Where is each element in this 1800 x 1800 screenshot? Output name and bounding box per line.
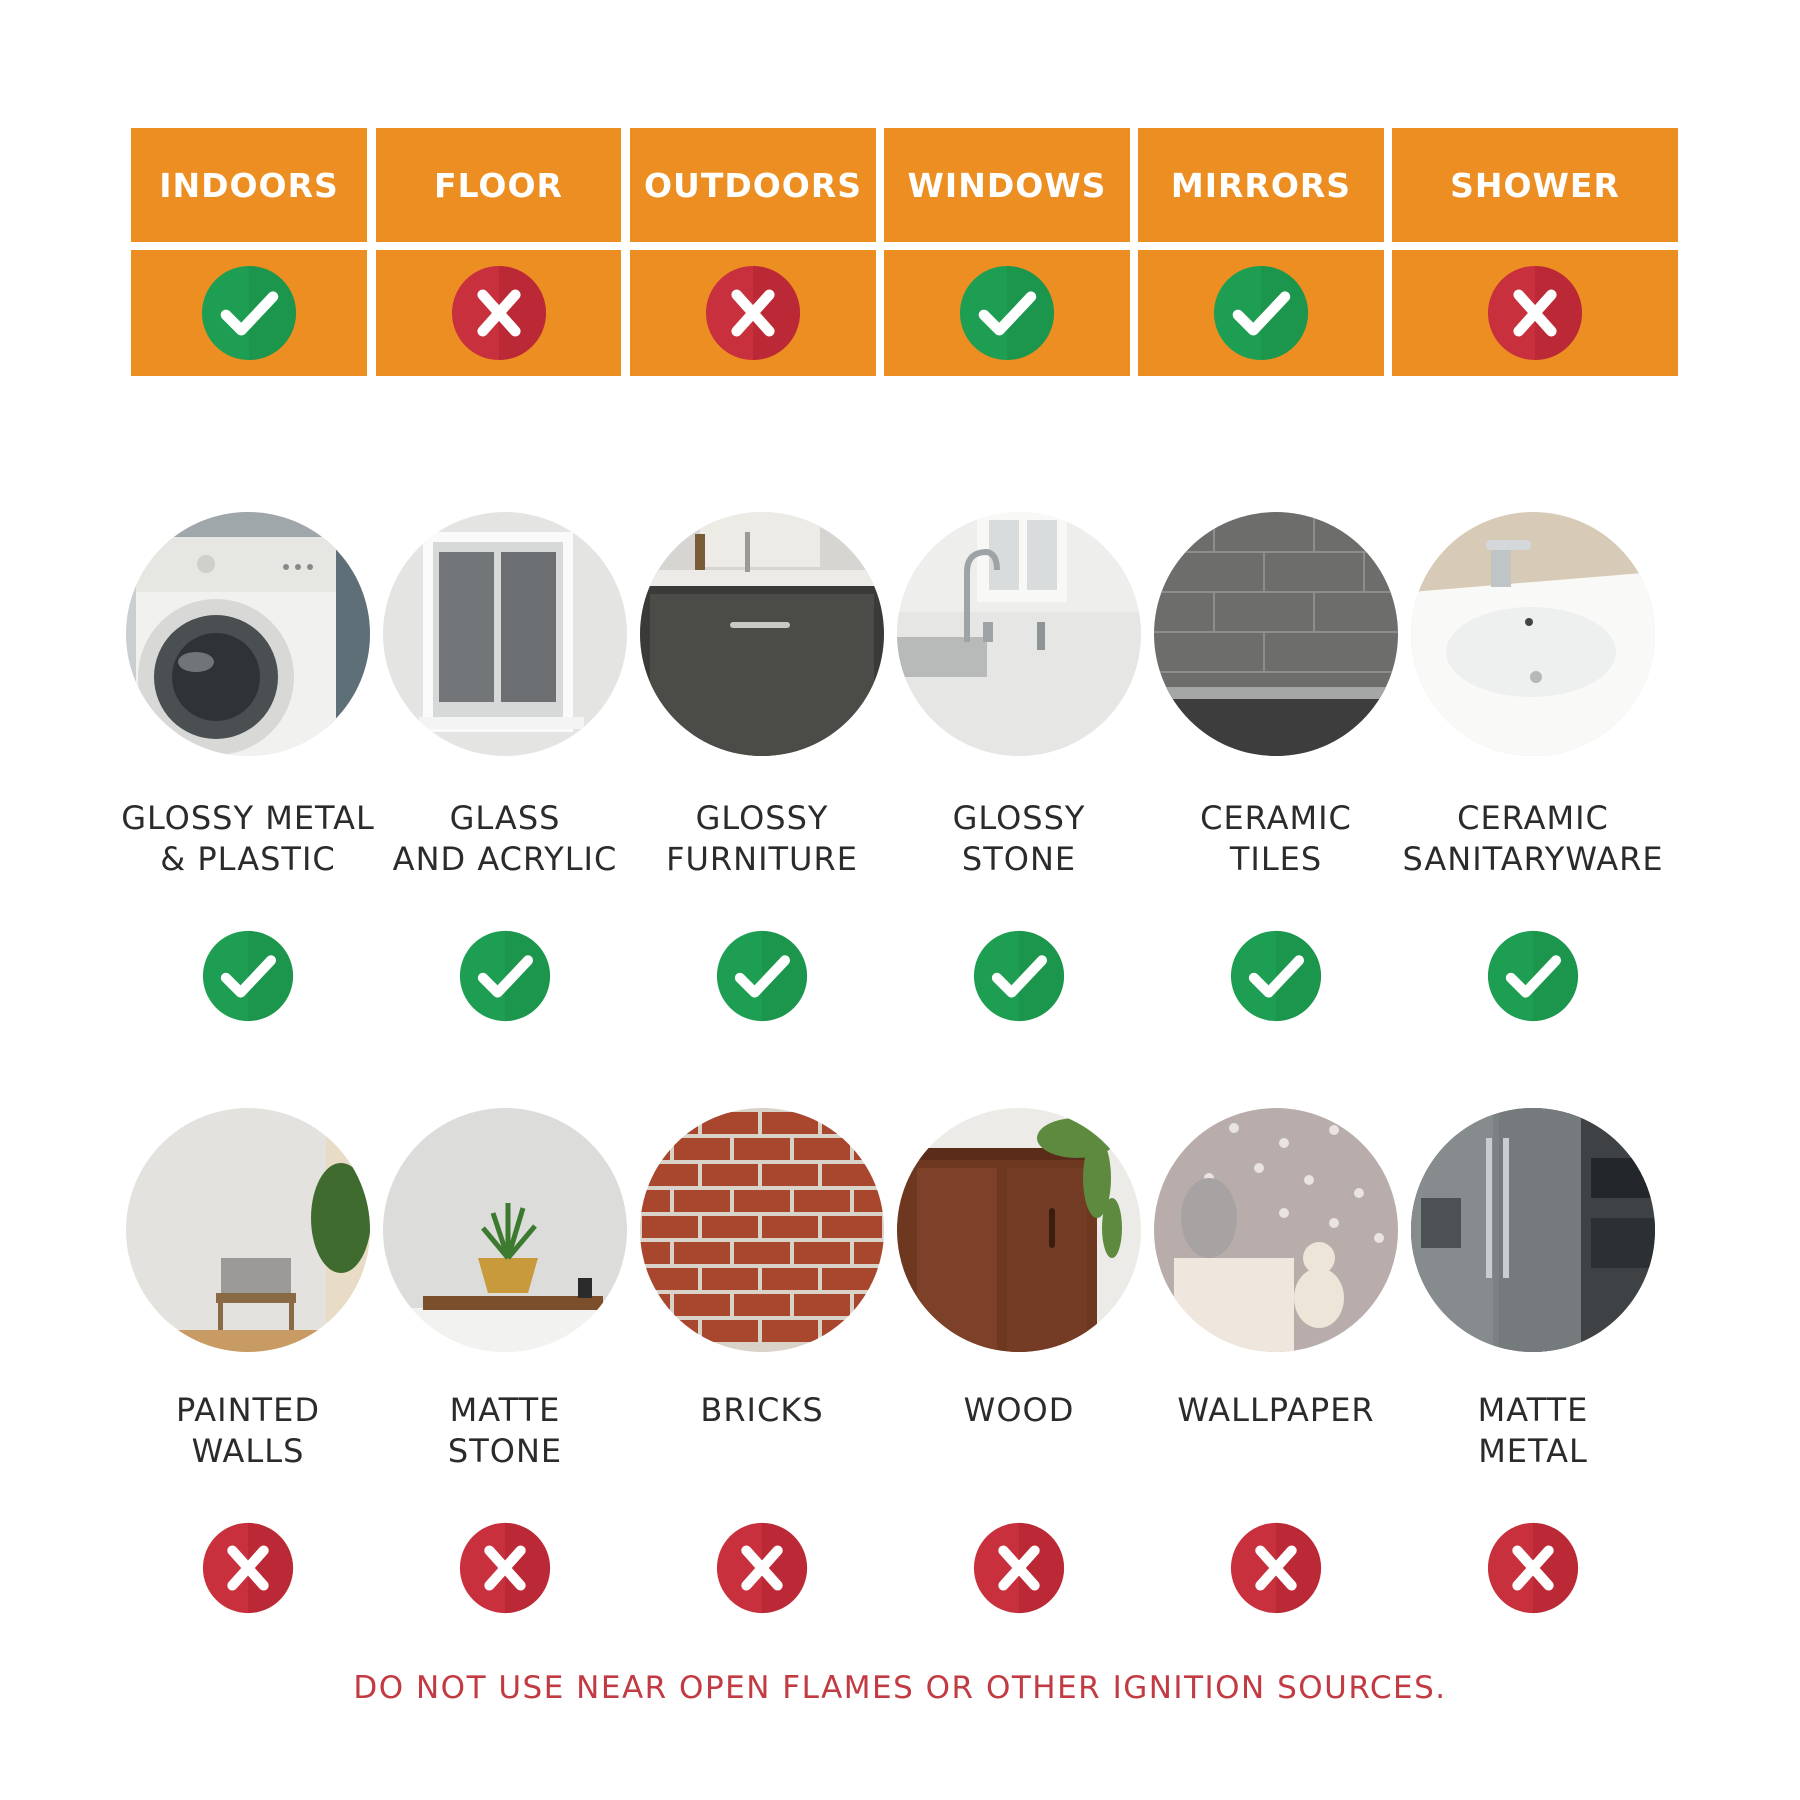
cross-icon xyxy=(1487,1522,1579,1614)
cross-icon xyxy=(705,265,801,361)
surface-label: CERAMIC TILES xyxy=(1200,799,1352,878)
stone-countertop-image xyxy=(897,512,1141,756)
usage-label: OUTDOORS xyxy=(643,165,863,205)
usage-label: FLOOR xyxy=(434,165,563,205)
brick-wall-image xyxy=(640,1108,884,1352)
usage-column-outdoors xyxy=(630,128,876,376)
usage-status-cell xyxy=(376,250,621,376)
check-icon xyxy=(459,930,551,1022)
cross-icon xyxy=(451,265,547,361)
usage-label: WINDOWS xyxy=(907,165,1107,205)
usage-header xyxy=(131,128,367,242)
usage-status-cell xyxy=(1392,250,1678,376)
usage-column-shower xyxy=(1392,128,1678,376)
usage-label: SHOWER xyxy=(1450,165,1620,205)
usage-status-cell xyxy=(884,250,1130,376)
check-icon xyxy=(201,265,297,361)
surface-label: PAINTED WALLS xyxy=(176,1391,320,1470)
usage-column-indoors xyxy=(131,128,367,376)
usage-header xyxy=(630,128,876,242)
cross-icon xyxy=(973,1522,1065,1614)
surface-label: MATTE METAL xyxy=(1477,1391,1589,1470)
surface-label: GLOSSY STONE xyxy=(952,799,1086,878)
wooden-cabinet-image xyxy=(897,1108,1141,1352)
cross-icon xyxy=(459,1522,551,1614)
usage-label: MIRRORS xyxy=(1170,165,1352,205)
surface-label: BRICKS xyxy=(700,1391,824,1429)
kitchen-cabinet-image xyxy=(640,512,884,756)
surface-label: MATTE STONE xyxy=(447,1391,563,1470)
check-icon xyxy=(1213,265,1309,361)
check-icon xyxy=(716,930,808,1022)
sink-image xyxy=(1411,512,1655,756)
surface-label: GLOSSY METAL & PLASTIC xyxy=(121,799,375,878)
usage-header xyxy=(1138,128,1384,242)
usage-column-windows xyxy=(884,128,1130,376)
check-icon xyxy=(959,265,1055,361)
usage-column-floor xyxy=(376,128,621,376)
surface-label: WALLPAPER xyxy=(1177,1391,1375,1429)
check-icon xyxy=(202,930,294,1022)
surface-label: WOOD xyxy=(963,1391,1075,1429)
washing-machine-image xyxy=(126,512,370,756)
usage-status-cell xyxy=(1138,250,1384,376)
surface-label: CERAMIC SANITARYWARE xyxy=(1402,799,1664,878)
usage-header xyxy=(884,128,1130,242)
window-image xyxy=(383,512,627,756)
cross-icon xyxy=(1230,1522,1322,1614)
usage-label: INDOORS xyxy=(159,165,339,205)
surface-label: GLASS AND ACRYLIC xyxy=(392,799,618,878)
check-icon xyxy=(1487,930,1579,1022)
usage-header xyxy=(1392,128,1678,242)
usage-status-cell xyxy=(131,250,367,376)
plant-on-table-image xyxy=(383,1108,627,1352)
usage-header xyxy=(376,128,621,242)
tile-backsplash-image xyxy=(1154,512,1398,756)
cross-icon xyxy=(716,1522,808,1614)
usage-status-cell xyxy=(630,250,876,376)
check-icon xyxy=(1230,930,1322,1022)
usage-column-mirrors xyxy=(1138,128,1384,376)
surface-label: GLOSSY FURNITURE xyxy=(666,799,858,878)
cross-icon xyxy=(1487,265,1583,361)
flame-warning: DO NOT USE NEAR OPEN FLAMES OR OTHER IGNITION SOURCES. xyxy=(353,1670,1447,1706)
steel-fridge-image xyxy=(1411,1108,1655,1352)
check-icon xyxy=(973,930,1065,1022)
armchair-room-image xyxy=(126,1108,370,1352)
nursery-wallpaper-image xyxy=(1154,1108,1398,1352)
cross-icon xyxy=(202,1522,294,1614)
usage-table xyxy=(131,128,1678,376)
